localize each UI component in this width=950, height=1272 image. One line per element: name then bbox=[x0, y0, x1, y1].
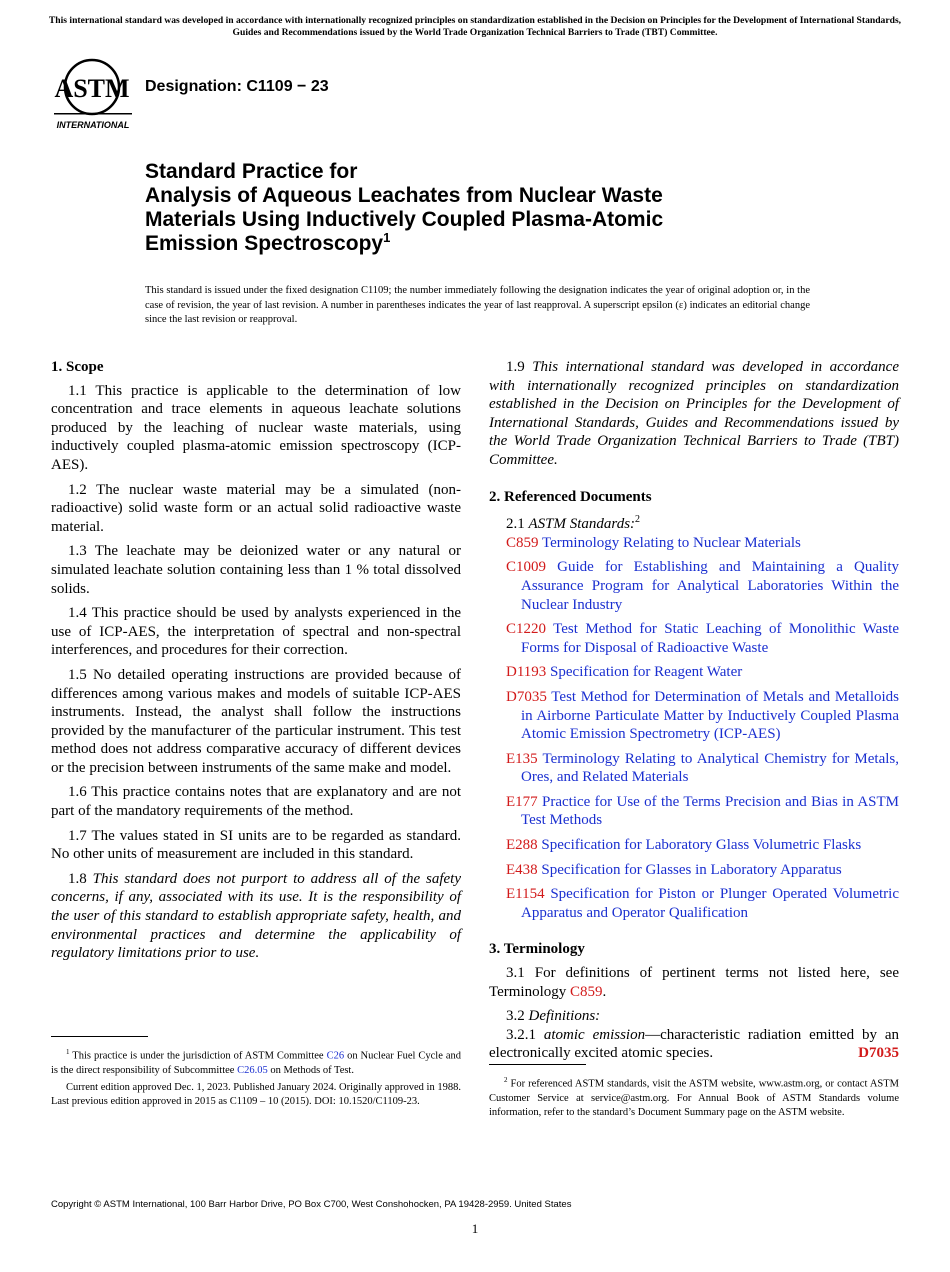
reference-title-link[interactable]: Specification for Glasses in Laboratory Apparatus bbox=[541, 861, 842, 878]
reference-code-link[interactable]: C859 bbox=[506, 534, 539, 551]
paragraph-1-7: 1.7 The values stated in SI units are to be regarded as standard. No other units of measurement are included in this standard. bbox=[51, 827, 461, 863]
reference-code-link[interactable]: C1009 bbox=[506, 559, 547, 576]
subsection-2-1 bbox=[489, 511, 899, 534]
reference-item bbox=[489, 663, 899, 682]
footnote-mark: 2 bbox=[635, 514, 641, 526]
reference-code-link[interactable]: E135 bbox=[506, 750, 538, 767]
reference-item bbox=[489, 620, 899, 657]
section-heading-terminology: 3. Terminology bbox=[489, 941, 585, 958]
definition-text: —characteristic radiation emitted by an electronically excited atomic species. bbox=[489, 1026, 900, 1062]
paragraph-title: Definitions: bbox=[528, 1008, 601, 1025]
reference-item bbox=[489, 688, 899, 744]
section-heading-scope: 1. Scope bbox=[51, 359, 104, 375]
title-line-text: Emission Spectroscopy bbox=[145, 232, 384, 255]
defined-term: atomic emission bbox=[543, 1026, 646, 1043]
reference-title-link[interactable]: Specification for Laboratory Glass Volumetric Flasks bbox=[541, 837, 862, 854]
reference-title-link[interactable]: Terminology Relating to Nuclear Materials bbox=[542, 534, 801, 551]
footnote-text: on Nuclear Fuel Cycle and is the direct responsibility of Subcommittee bbox=[51, 1050, 462, 1076]
footnote-text: volume information, refer to the standard’s Document Summary page on the ASTM website. bbox=[489, 1092, 899, 1118]
reference-code-link[interactable]: E1154 bbox=[506, 886, 545, 903]
reference-code-link[interactable]: C1220 bbox=[506, 621, 547, 638]
footnotes-left bbox=[51, 1036, 461, 1112]
title-footnote-mark: 1 bbox=[383, 230, 391, 245]
paragraph-text: This international standard was developed in accordance with internationally recognized principles on standardization established in the Decision on Principles for the Development of International Standards, Guides and Recommendations issued by the World Trade Organization Technical Barriers to Trade (TBT) Committee. bbox=[489, 359, 899, 468]
link-c26[interactable]: C26 bbox=[326, 1050, 345, 1062]
reference-item bbox=[489, 750, 899, 787]
definition-source-d7035[interactable]: D7035 bbox=[858, 1045, 899, 1062]
reference-list bbox=[489, 534, 899, 923]
reference-title-link[interactable]: Test Method for Static Leaching of Monolithic Waste Forms for Disposal of Radioactive Waste bbox=[521, 621, 900, 656]
footnote-mark: 2 bbox=[504, 1076, 508, 1084]
paragraph-3-2-1 bbox=[489, 1026, 899, 1063]
reference-item bbox=[489, 836, 899, 855]
paragraph-number: 1.9 bbox=[506, 359, 525, 375]
paragraph-3-1: 3.1 For definitions of pertinent terms not listed here, see Terminology C859. bbox=[489, 965, 899, 1000]
page-number: 1 bbox=[471, 1221, 479, 1236]
title-line bbox=[145, 232, 785, 256]
reference-title-link[interactable]: Specification for Reagent Water bbox=[550, 664, 743, 681]
footnote-text: This practice is under the jurisdiction of ASTM Committee bbox=[72, 1050, 324, 1062]
footnotes-right bbox=[489, 1064, 899, 1123]
reference-item bbox=[489, 534, 899, 553]
footnote-text: on Methods of Test. bbox=[270, 1064, 354, 1076]
footnote-italic: Annual Book of ASTM Standards bbox=[698, 1092, 861, 1104]
logo-wordmark: INTERNATIONAL bbox=[56, 120, 130, 130]
issue-note: This standard is issued under the fixed designation C1109; the number immediately following the designation indicates the year of original adoption or, in the case of revision, the year of last revision. A number in parentheses indicates the year of last reapproval. A superscript epsilon (ε) indicates an editorial change since the last revision or reapproval. bbox=[145, 285, 810, 325]
paragraph-text: 3.1 For definitions of pertinent terms not listed here, see Terminology bbox=[489, 965, 899, 1000]
link-c26-05[interactable]: C26.05 bbox=[237, 1064, 268, 1076]
reference-item bbox=[489, 558, 899, 614]
top-notice: This international standard was developed in accordance with internationally recognized principles on standardization established in the Decision on Principles for the Development of International Standards, Guides and Recommendations issued by the World Trade Organization Technical Barriers to Trade (TBT) Committee. bbox=[48, 15, 902, 38]
reference-item bbox=[489, 885, 899, 922]
left-column bbox=[51, 358, 461, 969]
reference-code-link[interactable]: E177 bbox=[506, 793, 538, 810]
edition-note: Current edition approved Dec. 1, 2023. Published January 2024. Originally approved in 1988. Last previous edition approved in 2015 as C1109 – 10 (2015). DOI: 10.1520/C1109-23. bbox=[51, 1081, 461, 1107]
astm-logo bbox=[52, 57, 136, 131]
astm-logo-icon bbox=[52, 57, 136, 131]
reference-code-link[interactable]: E438 bbox=[506, 861, 538, 878]
paragraph-number: 3.2 bbox=[506, 1008, 525, 1025]
footnote-text: For referenced ASTM standards, visit the ASTM website, www.astm.org, or contact ASTM Customer Service at service@astm.org. For bbox=[489, 1078, 899, 1104]
section-heading-referenced-documents: 2. Referenced Documents bbox=[489, 488, 652, 505]
paragraph-1-3: 1.3 The leachate may be deionized water or any natural or simulated leachate solution containing less than 1 % total dissolved solids. bbox=[51, 543, 461, 597]
paragraph-1-8 bbox=[51, 870, 461, 963]
footnote-divider bbox=[51, 1036, 148, 1037]
footnote-2 bbox=[489, 1073, 899, 1120]
paragraph-1-6: 1.6 This practice contains notes that are explanatory and are not part of the mandatory requirements of the method. bbox=[51, 784, 461, 820]
reference-title-link[interactable]: Specification for Piston or Plunger Operated Volumetric Apparatus and Operator Qualification bbox=[521, 886, 899, 921]
paragraph-1-1: 1.1 This practice is applicable to the determination of low concentration and trace elements in aqueous leachate solutions produced by the leaching of nuclear waste materials, using inductively coupled plasma-atomic emission spectroscopy (ICP-AES). bbox=[51, 382, 461, 473]
title-line: Analysis of Aqueous Leachates from Nuclear Waste bbox=[145, 184, 663, 207]
footnote-mark: 1 bbox=[66, 1048, 70, 1056]
reference-title-link[interactable]: Guide for Establishing and Maintaining a Quality Assurance Program for Analytical Laboratories Within the Nuclear Industry bbox=[521, 559, 899, 613]
paragraph-number: 1.8 bbox=[68, 870, 87, 887]
document-title bbox=[145, 160, 785, 256]
reference-code-link[interactable]: E288 bbox=[506, 837, 538, 854]
paragraph-1-4: 1.4 This practice should be used by analysts experienced in the use of ICP-AES, the interpretation of spectral and non-spectral interferences, and procedures for their correction. bbox=[51, 605, 461, 659]
reference-item bbox=[489, 861, 899, 880]
reference-title-link[interactable]: Terminology Relating to Analytical Chemistry for Metals, Ores, and Related Materials bbox=[521, 750, 899, 786]
logo-mark: ASTM bbox=[54, 74, 130, 103]
title-line: Standard Practice for bbox=[145, 160, 358, 183]
subsection-title: ASTM Standards: bbox=[528, 516, 636, 533]
footnote-1 bbox=[51, 1045, 461, 1078]
paragraph-number: 3.2.1 bbox=[506, 1026, 536, 1043]
footnote-divider bbox=[489, 1064, 586, 1065]
paragraph-text: This standard does not purport to address all of the safety concerns, if any, associated with its use. It is the responsibility of the user of this standard to establish appropriate safety, health, and environmental practices and determine the applicability of regulatory limitations prior to use. bbox=[51, 870, 462, 962]
designation: Designation: C1109 − 23 bbox=[145, 78, 329, 95]
reference-code-link[interactable]: D1193 bbox=[506, 664, 547, 681]
paragraph-1-2: 1.2 The nuclear waste material may be a simulated (non-radioactive) solid waste form or an actual solid radioactive waste material. bbox=[51, 481, 461, 535]
reference-code-link[interactable]: D7035 bbox=[506, 688, 547, 705]
copyright: Copyright © ASTM International, 100 Barr Harbor Drive, PO Box C700, West Conshohocken, PA 19428-2959. United States bbox=[51, 1199, 572, 1210]
paragraph-1-9 bbox=[489, 358, 899, 470]
reference-item bbox=[489, 793, 899, 830]
reference-title-link[interactable]: Practice for Use of the Terms Precision and Bias in ASTM Test Methods bbox=[521, 793, 900, 829]
link-c859[interactable]: C859 bbox=[570, 983, 603, 1000]
paragraph-number: 2.1 bbox=[506, 516, 525, 533]
paragraph-3-2 bbox=[489, 1007, 899, 1026]
right-column bbox=[489, 358, 899, 1069]
title-line: Materials Using Inductively Coupled Plasma-Atomic bbox=[145, 208, 664, 231]
reference-title-link[interactable]: Test Method for Determination of Metals and Metalloids in Airborne Particulate Matter by Inductively Coupled Plasma Atomic Emission Spectrometry (ICP-AES) bbox=[521, 688, 899, 743]
paragraph-1-5: 1.5 No detailed operating instructions are provided because of differences among various makes and models of suitable ICP-AES instruments. Instead, the analyst shall follow the instructions provided by the manufacturer of the particular instrument. This test method does not address comparative accuracy of different devices or the precision between instruments of the same make and model. bbox=[51, 666, 461, 776]
